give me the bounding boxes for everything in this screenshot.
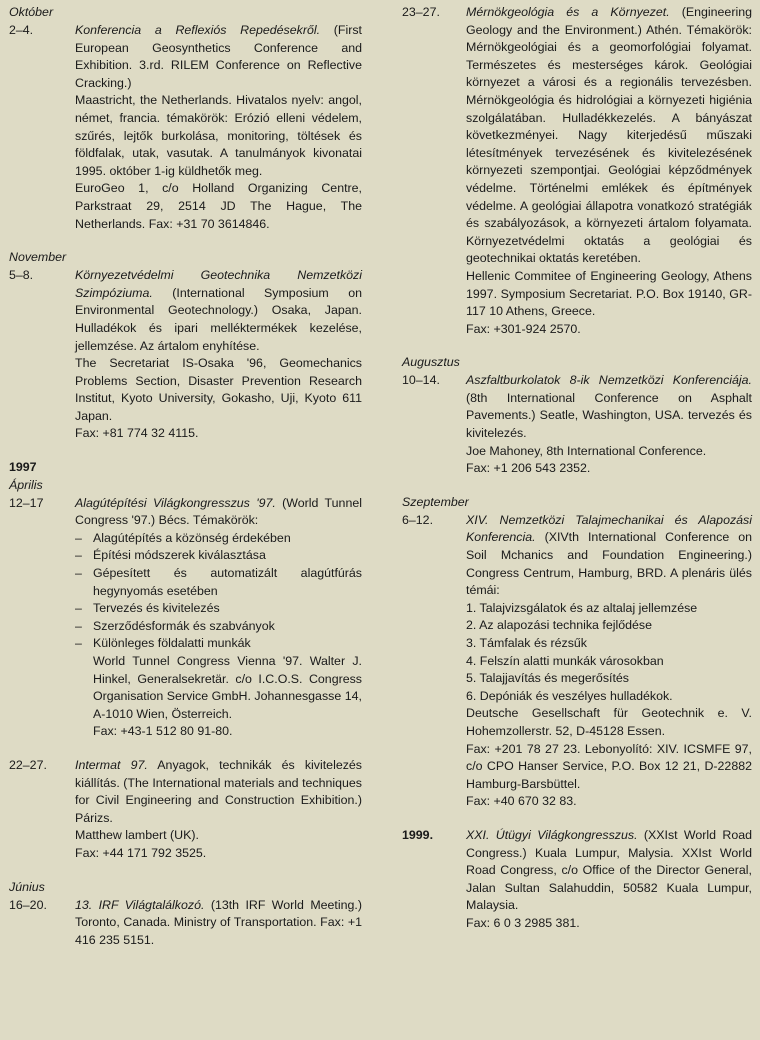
- event-body: [466, 4, 752, 338]
- right-column: [402, 4, 752, 933]
- event-title: Mérnökgeológia és a Környezet.: [466, 5, 670, 19]
- event-entry: [9, 267, 362, 443]
- year-heading: 1997: [9, 460, 37, 475]
- month-heading: Április: [9, 477, 43, 492]
- topic-item: – Építési módszerek kiválasztása: [75, 547, 362, 565]
- event-entry: [402, 4, 752, 338]
- topic-item-label: Különleges földalatti munkák: [93, 636, 251, 651]
- event-fax: Fax: +44 171 792 3525.: [75, 845, 207, 860]
- event-description: Anyagok, technikák és kivitelezés kiállítás. (The International materials and techniques for Civil Engineering and Construction Exhibition.) Párizs.: [75, 757, 362, 825]
- event-fax: Fax: +43-1 512 80 91-80.: [93, 724, 233, 739]
- event-entry: [9, 22, 362, 233]
- event-description: (XIVth International Conference on Soil Mchanics and Foundation Engineering.) Congress Centrum, Hamburg, BRD. A plenáris ülés témái:: [466, 530, 752, 598]
- event-date: 23–27.: [402, 5, 440, 19]
- event-date: 22–27.: [9, 757, 47, 772]
- event-description: (8th International Conference on Asphalt Pavements.) Seatle, Washington, USA. tervezés és kivitelezés.: [466, 390, 752, 441]
- event-body: [466, 827, 752, 933]
- left-column: [9, 4, 362, 949]
- month-heading: Október: [9, 5, 54, 19]
- event-title: XIV. Nemzetközi Talajmechanikai és Alapozási Konferencia.: [466, 512, 752, 545]
- event-entry: [9, 757, 362, 863]
- event-date: 10–14.: [402, 373, 440, 388]
- event-description: (XXIst World Road Congress.) Kuala Lumpur, Malysia. XXIst World Road Congress, c/o Office of the Director General, Jalan Sultan Salahuddin, 50582 Kuala Lumpur, Malaysia.: [466, 827, 753, 913]
- event-address: Deutsche Gesellschaft für Geotechnik e. V. Hohemzollerstr. 52, D-45128 Essen.: [466, 706, 752, 738]
- topic-item: 3. Támfalak és rézsűk: [466, 636, 587, 650]
- event-description: (World Tunnel Congress '97.) Bécs. Témakörök:: [75, 495, 362, 528]
- event-title: XXI. Útügyi Világkongresszus.: [466, 827, 638, 842]
- month-heading: Június: [9, 879, 45, 894]
- topic-list: [75, 530, 362, 741]
- event-info: Maastricht, the Netherlands. Hivatalos nyelv: angol, német, francia. témakörök: Erózió elleni védelem, szűrés, lejtők burkolása, monitoring, töltések és földfalak, utak, vasutak. A tanulmányok kivonatai 1995. október 1-ig küldhetők meg.: [75, 93, 362, 178]
- topic-item: 2. Az alapozási technika fejlődése: [466, 618, 652, 633]
- event-description: (Engineering Geology and the Environment.) Athén. Témakörök: Mérnökgeológiai és a geomorfológiai folyamat. Természetes és mesterséges károk. Geológiai környezet a városi és a regionális tervezésben. Mérnökgeológia és hidrológiai a környezeti higiénia szolgálatában. Hulladékkezelés. A bányászat következményei. Nagy kiterjedésű műszaki létesítmények tervezésének és kivitelezésének környezeti szempontjai. Geológiai képződmények védelme. Történelmi emlékek és építmények védelme. A geológiai állapotra vonatkozó stratégiák és szabályozások, a környezeti ártalom folyamata. Környezetvédelmi oktatás a geológiai és geotechnikai oktatás keretében.: [466, 5, 752, 266]
- topic-item: – Gépesített és automatizált alagútfúrás hegynyomás esetében: [75, 565, 362, 600]
- topic-item-last: [75, 635, 362, 741]
- month-heading: Szeptember: [402, 494, 469, 509]
- event-fax: Fax: +1 206 543 2352.: [466, 461, 591, 476]
- event-fax: Fax: +81 774 32 4115.: [75, 426, 199, 441]
- event-date: 5–8.: [9, 268, 34, 283]
- event-date: 6–12.: [402, 512, 434, 527]
- event-date: 2–4.: [9, 23, 34, 37]
- event-fax: Fax: +201 78 27 23. Lebonyolító: XIV. ICSMFE 97, c/o CPO Hanser Service, P.O. Box 12 21, D-22882 Hamburg-Barsbüttel.: [466, 741, 752, 791]
- event-entry: [402, 512, 752, 811]
- event-title: 13. IRF Világtalálkozó.: [75, 897, 205, 912]
- event-description: (International Symposium on Environmental Geotechnology.) Osaka, Japan. Hulladékok és ipari melléktermékek kezelése, jellemzése. Az ártalom enyhítése.: [75, 285, 362, 353]
- topic-item: 4. Felszín alatti munkák városokban: [466, 653, 664, 668]
- topic-item: – Szerződésformák és szabványok: [75, 618, 362, 636]
- event-title: Konferencia a Reflexiós Repedésekről.: [75, 23, 321, 37]
- month-heading: Augusztus: [402, 355, 460, 370]
- event-description: (First European Geosynthetics Conference and Exhibition. 3.rd. RILEM Conference on Reflective Cracking.): [75, 23, 362, 90]
- event-description: (13th IRF World Meeting.) Toronto, Canada. Ministry of Transportation. Fax: +1 416 235 5151.: [75, 897, 362, 947]
- event-body: [75, 267, 362, 443]
- event-address: World Tunnel Congress Vienna '97. Walter J. Hinkel, Generalsekretär. c/o I.C.O.S. Congress Organisation Service GmbH. Johannesgasse 14, A-1010 Wien, Österreich.: [93, 654, 362, 721]
- event-date: 1999.: [402, 827, 434, 842]
- event-entry: [9, 897, 362, 950]
- event-fax-secondary: Fax: +40 670 32 83.: [466, 794, 577, 809]
- event-contact: Matthew lambert (UK).: [75, 828, 199, 843]
- topic-list: [466, 600, 752, 706]
- month-heading: November: [9, 250, 67, 265]
- event-title: Alagútépítési Világkongresszus '97.: [75, 495, 276, 510]
- event-date: 16–20.: [9, 897, 47, 912]
- event-entry: [402, 372, 752, 478]
- topic-item: 5. Talajjavítás és megerősítés: [466, 671, 629, 686]
- event-contact: Joe Mahoney, 8th International Conference.: [466, 443, 707, 458]
- event-body: [75, 897, 362, 950]
- topic-item: 6. Depóniák és veszélyes hulladékok.: [466, 688, 673, 703]
- event-entry: [9, 495, 362, 741]
- event-address: EuroGeo 1, c/o Holland Organizing Centre, Parkstraat 29, 2514 JD The Hague, The Netherlands. Fax: +31 70 3614846.: [75, 181, 362, 231]
- topic-item: – Alagútépítés a közönség érdekében: [75, 530, 362, 548]
- event-date: 12–17: [9, 495, 44, 510]
- event-title: Környezetvédelmi Geotechnika Nemzetközi Szimpóziuma.: [75, 268, 362, 300]
- event-fax: Fax: 6 0 3 2985 381.: [466, 915, 580, 930]
- event-entry: [402, 827, 752, 933]
- event-body: [75, 757, 362, 863]
- event-title: Aszfaltburkolatok 8-ik Nemzetközi Konferenciája.: [466, 373, 752, 388]
- event-address: Hellenic Commitee of Engineering Geology, Athens 1997. Symposium Secretariat. P.O. Box 19140, GR-117 10 Athens, Greece.: [466, 268, 752, 319]
- topic-item: – Tervezés és kivitelezés: [75, 600, 362, 618]
- event-fax: Fax: +301-924 2570.: [466, 321, 581, 336]
- event-body: [466, 372, 752, 478]
- event-body: [75, 22, 362, 233]
- event-title: Intermat 97.: [75, 757, 148, 772]
- event-address: The Secretariat IS-Osaka '96, Geomechanics Problems Section, Disaster Prevention Research Institut, Kyoto University, Gokasho, Uji, Kyoto 611 Japan.: [75, 356, 362, 423]
- topic-item: 1. Talajvizsgálatok és az altalaj jellemzése: [466, 600, 698, 615]
- event-body: [466, 512, 752, 811]
- event-body: [75, 495, 362, 741]
